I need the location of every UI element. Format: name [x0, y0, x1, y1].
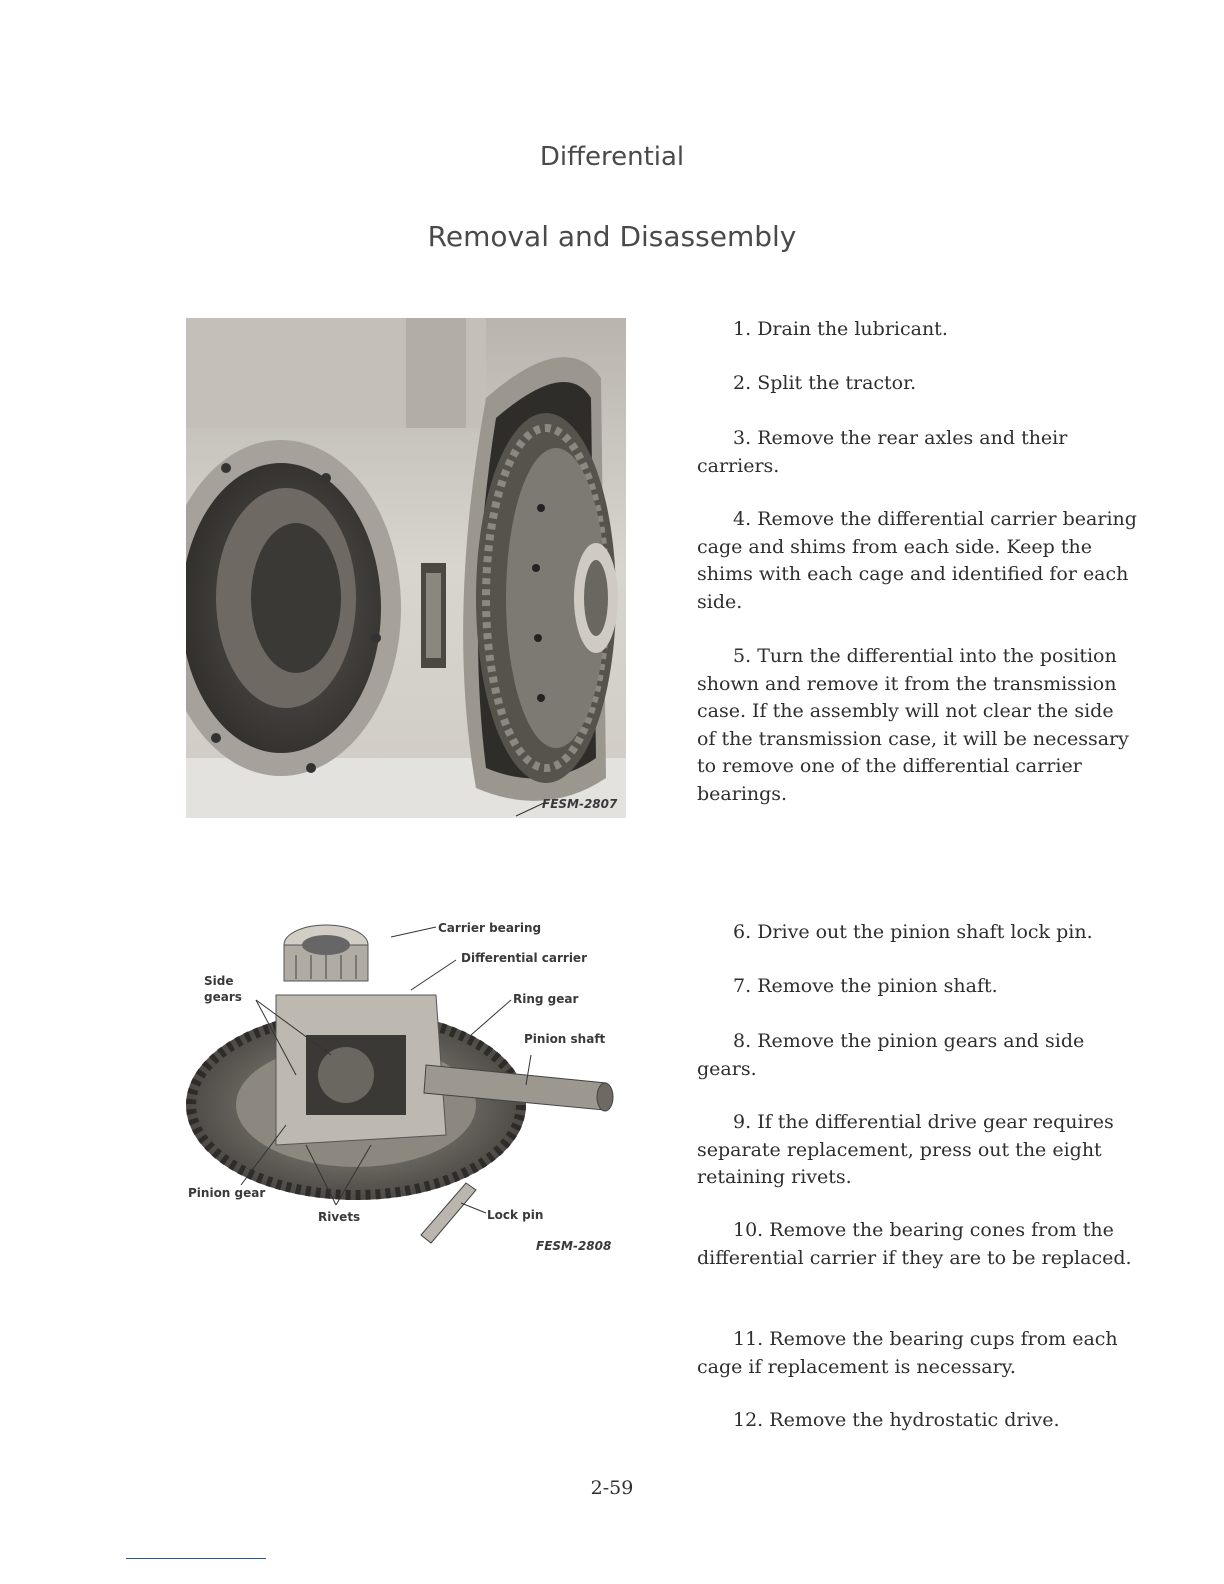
label-carrier-bearing: Carrier bearing: [438, 921, 542, 935]
step-9: 9. If the differential drive gear requires separate replacement, press out the eight retaining rivets.: [697, 1111, 1114, 1188]
step-12: 12. Remove the hydrostatic drive.: [733, 1409, 1060, 1431]
label-rivets: Rivets: [318, 1210, 361, 1224]
step-1: 1. Drain the lubricant.: [733, 318, 948, 340]
step-4: 4. Remove the differential carrier bearing cage and shims from each side. Keep the shims with each cage and identified for each side.: [697, 508, 1137, 613]
figure2-code: FESM-2808: [536, 1239, 612, 1253]
page-title: Differential: [539, 142, 685, 172]
figure-differential-assembly: [186, 905, 616, 1260]
figure1-code: FESM-2807: [542, 797, 618, 811]
step-10: 10. Remove the bearing cones from the differential carrier if they are to be replaced.: [697, 1219, 1132, 1269]
step-6: 6. Drive out the pinion shaft lock pin.: [733, 921, 1093, 943]
footer-rule: [126, 1558, 266, 1559]
label-pinion-shaft: Pinion shaft: [524, 1032, 606, 1046]
label-differential-carrier: Differential carrier: [461, 951, 587, 965]
step-11: 11. Remove the bearing cups from each cage if replacement is necessary.: [697, 1328, 1118, 1378]
section-subtitle: Removal and Disassembly: [427, 220, 797, 253]
step-7: 7. Remove the pinion shaft.: [733, 975, 998, 997]
step-3: 3. Remove the rear axles and their carriers.: [697, 427, 1068, 477]
label-lock-pin: Lock pin: [487, 1208, 544, 1222]
step-2: 2. Split the tractor.: [733, 372, 917, 394]
figure-transmission-case: [186, 318, 626, 818]
step-8: 8. Remove the pinion gears and side gears.: [697, 1030, 1085, 1080]
page-number: 2-59: [590, 1477, 634, 1499]
label-side-gears-line1: Side: [204, 974, 234, 988]
step-5: 5. Turn the differential into the position shown and remove it from the transmission case. If the assembly will not clear the side of the transmission case, it will be necessary to remove one of the differential carrier bearings.: [697, 645, 1129, 805]
label-side-gears-line2: gears: [204, 990, 242, 1004]
label-pinion-gear: Pinion gear: [188, 1186, 266, 1200]
label-ring-gear: Ring gear: [513, 992, 579, 1006]
